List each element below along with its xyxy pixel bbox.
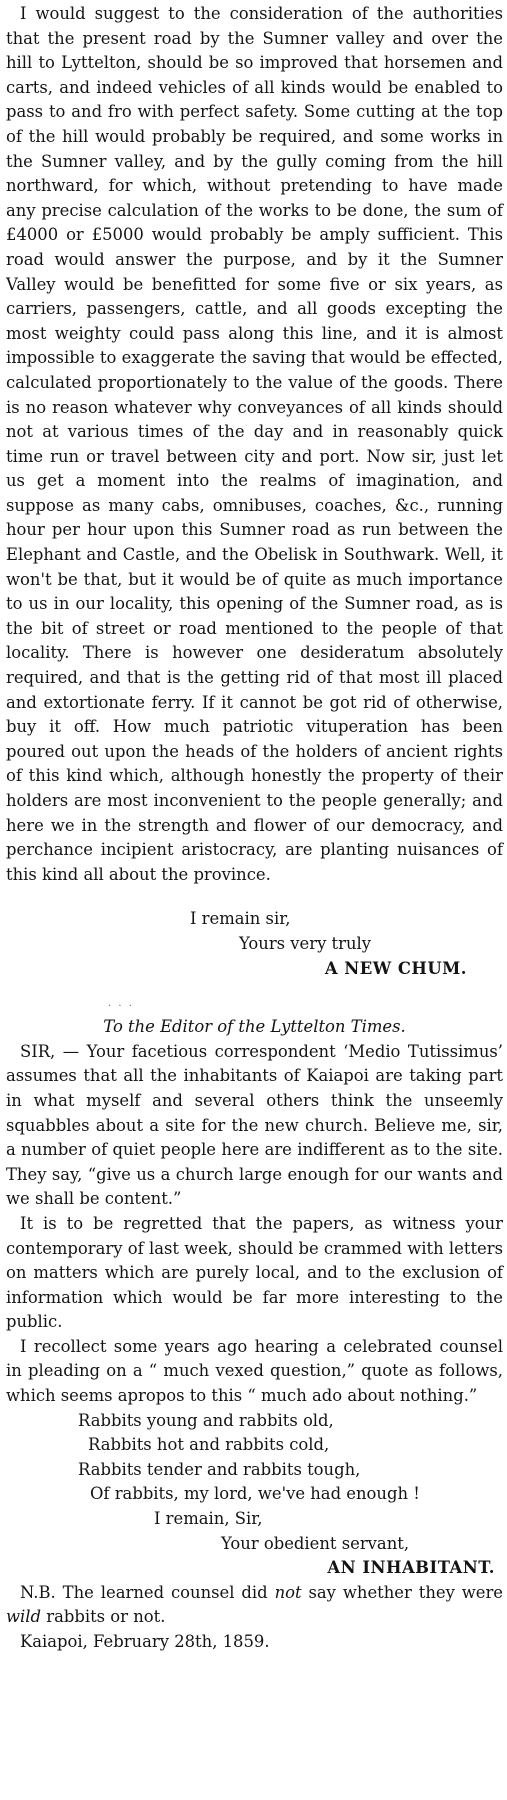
- verse-line: Rabbits hot and rabbits cold,: [88, 1435, 330, 1455]
- letter2-paragraph-3: I recollect some years ago hearing a celebrated counsel in pleading on a “ much vexed question,” quote as follows, which seems apropos to this “ much ado about nothing.”: [6, 1336, 503, 1406]
- letter2-heading: To the Editor of the Lyttelton Times.: [103, 1017, 406, 1037]
- divider-ornament: · · ·: [108, 1001, 134, 1013]
- letter2-paragraph-1: SIR, — Your facetious correspondent ‘Medio Tutissimus’ assumes that all the inhabitants of Kaiapoi are taking part in what myself and several others think the unseemly squabbles about a site for the new church. Believe me, sir, a number of quiet people here are indifferent as to the site. They say, “give us a church large enough for our wants and we shall be content.”: [6, 1041, 503, 1209]
- letter2-closing-servant: Your obedient servant,: [221, 1533, 410, 1553]
- postscript-text: say whether they were: [308, 1582, 504, 1602]
- postscript-emphasis-wild: wild: [6, 1607, 42, 1627]
- letter2-signature: AN INHABITANT.: [327, 1558, 495, 1578]
- letter2-dateline: Kaiapoi, February 28th, 1859.: [20, 1632, 270, 1651]
- letter1-closing-remain: I remain sir,: [190, 909, 291, 929]
- letter2-paragraph-2: It is to be regretted that the papers, as witness your contemporary of last week, should be crammed with letters on matters which are purely local, and to the exclusion of information which would be far more interesting to the public.: [6, 1213, 503, 1332]
- letter1-closing-yours: Yours very truly: [239, 933, 372, 953]
- letter2-postscript: [6, 1581, 503, 1630]
- letter1-signature: A NEW CHUM.: [324, 958, 467, 978]
- letter2-closing-remain: I remain, Sir,: [154, 1509, 263, 1529]
- postscript-emphasis-not: not: [274, 1582, 302, 1602]
- letter1-body: I would suggest to the consideration of the authorities that the present road by the Sumner valley and over the hill to Lyttelton, should be so improved that horsemen and carts, and indeed vehicles of all kinds would be enabled to pass to and fro with perfect safety. Some cutting at the top of the hill would probably be required, and some works in the Sumner valley, and by the gully coming from the hill northward, for which, without pretending to have made any precise calculation of the works to be done, the sum of £4000 or £5000 would probably be amply sufficient. This road would answer the purpose, and by it the Sumner Valley would be benefitted for some five or six years, as carriers, passengers, cattle, and all goods excepting the most weighty could pass along this line, and it is almost impossible to exaggerate the saving that would be effected, calculated proportionately to the value of the goods. There is no reason whatever why conveyances of all kinds should not at various times of the day and in reasonably quick time run or travel between city and port. Now sir, just let us get a moment into the realms of imagination, and suppose as many cabs, omnibuses, coaches, &c., running hour per hour upon this Sumner road as run between the Elephant and Castle, and the Obelisk in Southwark. Well, it won't be that, but it would be of quite as much importance to us in our locality, this opening of the Sumner road, as is the bit of street or road mentioned to the people of that locality. There is however one desideratum absolutely required, and that is the getting rid of that most ill placed and extortionate ferry. If it cannot be got rid of otherwise, buy it off. How much patriotic vituperation has been poured out upon the heads of the holders of ancient rights of this kind which, although honestly the property of their holders are most inconvenient to the people generally; and here we in the strength and flower of our democracy, and perchance incipient aristocracy, are planting nuisances of this kind all about the province.: [6, 4, 503, 884]
- verse-line: Rabbits tender and rabbits tough,: [78, 1459, 361, 1479]
- verse-line: Rabbits young and rabbits old,: [78, 1410, 334, 1430]
- column-divider: [6, 993, 503, 1013]
- postscript-text: N.B. The learned counsel did: [20, 1582, 268, 1602]
- verse-line: Of rabbits, my lord, we've had enough !: [90, 1484, 420, 1504]
- postscript-text: rabbits or not.: [46, 1607, 166, 1627]
